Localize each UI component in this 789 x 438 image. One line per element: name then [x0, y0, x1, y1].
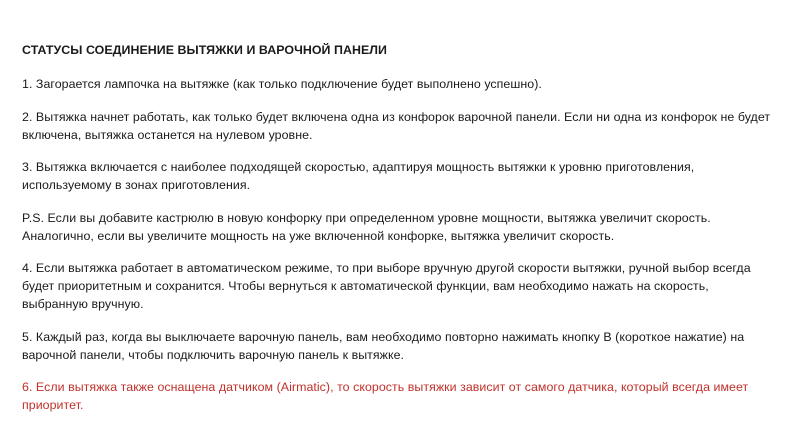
- paragraph-5: 5. Каждый раз, когда вы выключаете варочную панель, вам необходимо повторно нажимать кнопку B (короткое нажатие) на варочной панели, чтобы подключить варочную панель к вытяжке.: [22, 329, 745, 362]
- paragraph-6-highlighted: 6. Если вытяжка также оснащена датчиком (Airmatic), то скорость вытяжки зависит от самого датчика, который всегда имеет приоритет.: [22, 380, 749, 412]
- document-title: СТАТУСЫ СОЕДИНЕНИЕ ВЫТЯЖКИ И ВАРОЧНОЙ ПАНЕЛИ: [22, 43, 387, 57]
- paragraph-1: 1. Загорается лампочка на вытяжке (как только подключение будет выполнено успешно).: [22, 77, 542, 91]
- paragraph-ps: P.S. Если вы добавите кастрюлю в новую конфорку при определенном уровне мощности, вытяжка увеличит скорость. Аналогично, если вы увеличите мощность на уже включенной конфорке, вытяжка увеличит скорость.: [22, 210, 711, 243]
- paragraph-3: 3. Вытяжка включается с наиболее подходящей скоростью, адаптируя мощность вытяжки к уровню приготовления, используемому в зонах приготовления.: [22, 160, 695, 192]
- paragraph-4: 4. Если вытяжка работает в автоматическом режиме, то при выборе вручную другой скорости вытяжки, ручной выбор всегда будет приоритетным и сохранится. Чтобы вернуться к автоматической функции, вам необходимо нажать на скорость, выбранную вручную.: [22, 261, 751, 311]
- paragraph-2: 2. Вытяжка начнет работать, как только будет включена одна из конфорок варочной панели. Если ни одна из конфорок не будет включена, вытяжка останется на нулевом уровне.: [22, 109, 771, 142]
